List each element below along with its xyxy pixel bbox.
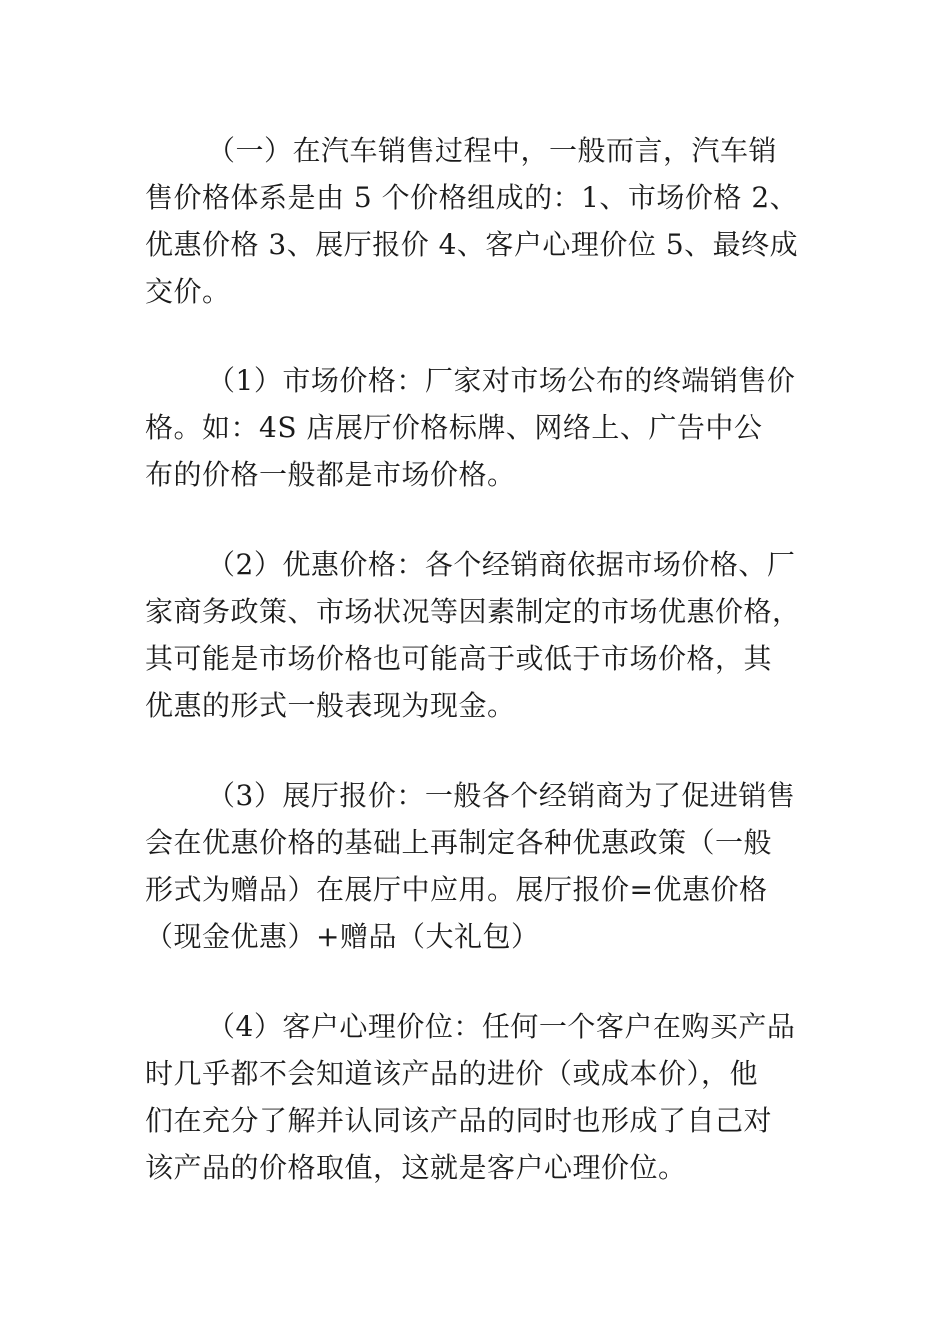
paragraph-line: （3）展厅报价：一般各个经销商为了促进销售: [207, 779, 796, 812]
paragraph-line: 布的价格一般都是市场价格。: [145, 458, 516, 491]
paragraph-line: 其可能是市场价格也可能高于或低于市场价格，其: [145, 642, 773, 675]
paragraph-line: 售价格体系是由 5 个价格组成的：1、市场价格 2、: [145, 181, 799, 214]
paragraph-market-price: [145, 357, 810, 498]
paragraph-overview: [145, 127, 810, 315]
paragraph-line: 优惠价格 3、展厅报价 4、客户心理价位 5、最终成: [145, 228, 799, 261]
paragraph-line: 形式为赠品）在展厅中应用。展厅报价=优惠价格: [145, 873, 768, 906]
paragraph-line: 优惠的形式一般表现为现金。: [145, 689, 516, 722]
paragraph-line: （4）客户心理价位：任何一个客户在购买产品: [207, 1010, 796, 1043]
paragraph-showroom-quote: [145, 772, 810, 960]
paragraph-line: （2）优惠价格：各个经销商依据市场价格、厂: [207, 548, 796, 581]
paragraph-line: 家商务政策、市场状况等因素制定的市场优惠价格，: [145, 595, 801, 628]
paragraph-discount-price: [145, 541, 810, 729]
paragraph-line: 时几乎都不会知道该产品的进价（或成本价），他: [145, 1057, 759, 1090]
paragraph-line: 格。如：4S 店展厅价格标牌、网络上、广告中公: [145, 411, 763, 444]
paragraph-line: 交价。: [145, 275, 231, 308]
paragraph-line: （现金优惠）+赠品（大礼包）: [145, 920, 540, 953]
paragraph-line: （一）在汽车销售过程中，一般而言，汽车销: [207, 134, 778, 167]
paragraph-customer-expectation: [145, 1003, 810, 1191]
paragraph-line: 会在优惠价格的基础上再制定各种优惠政策（一般: [145, 826, 773, 859]
paragraph-line: 该产品的价格取值，这就是客户心理价位。: [145, 1151, 687, 1184]
paragraph-line: 们在充分了解并认同该产品的同时也形成了自己对: [145, 1104, 773, 1137]
paragraph-line: （1）市场价格：厂家对市场公布的终端销售价: [207, 364, 796, 397]
